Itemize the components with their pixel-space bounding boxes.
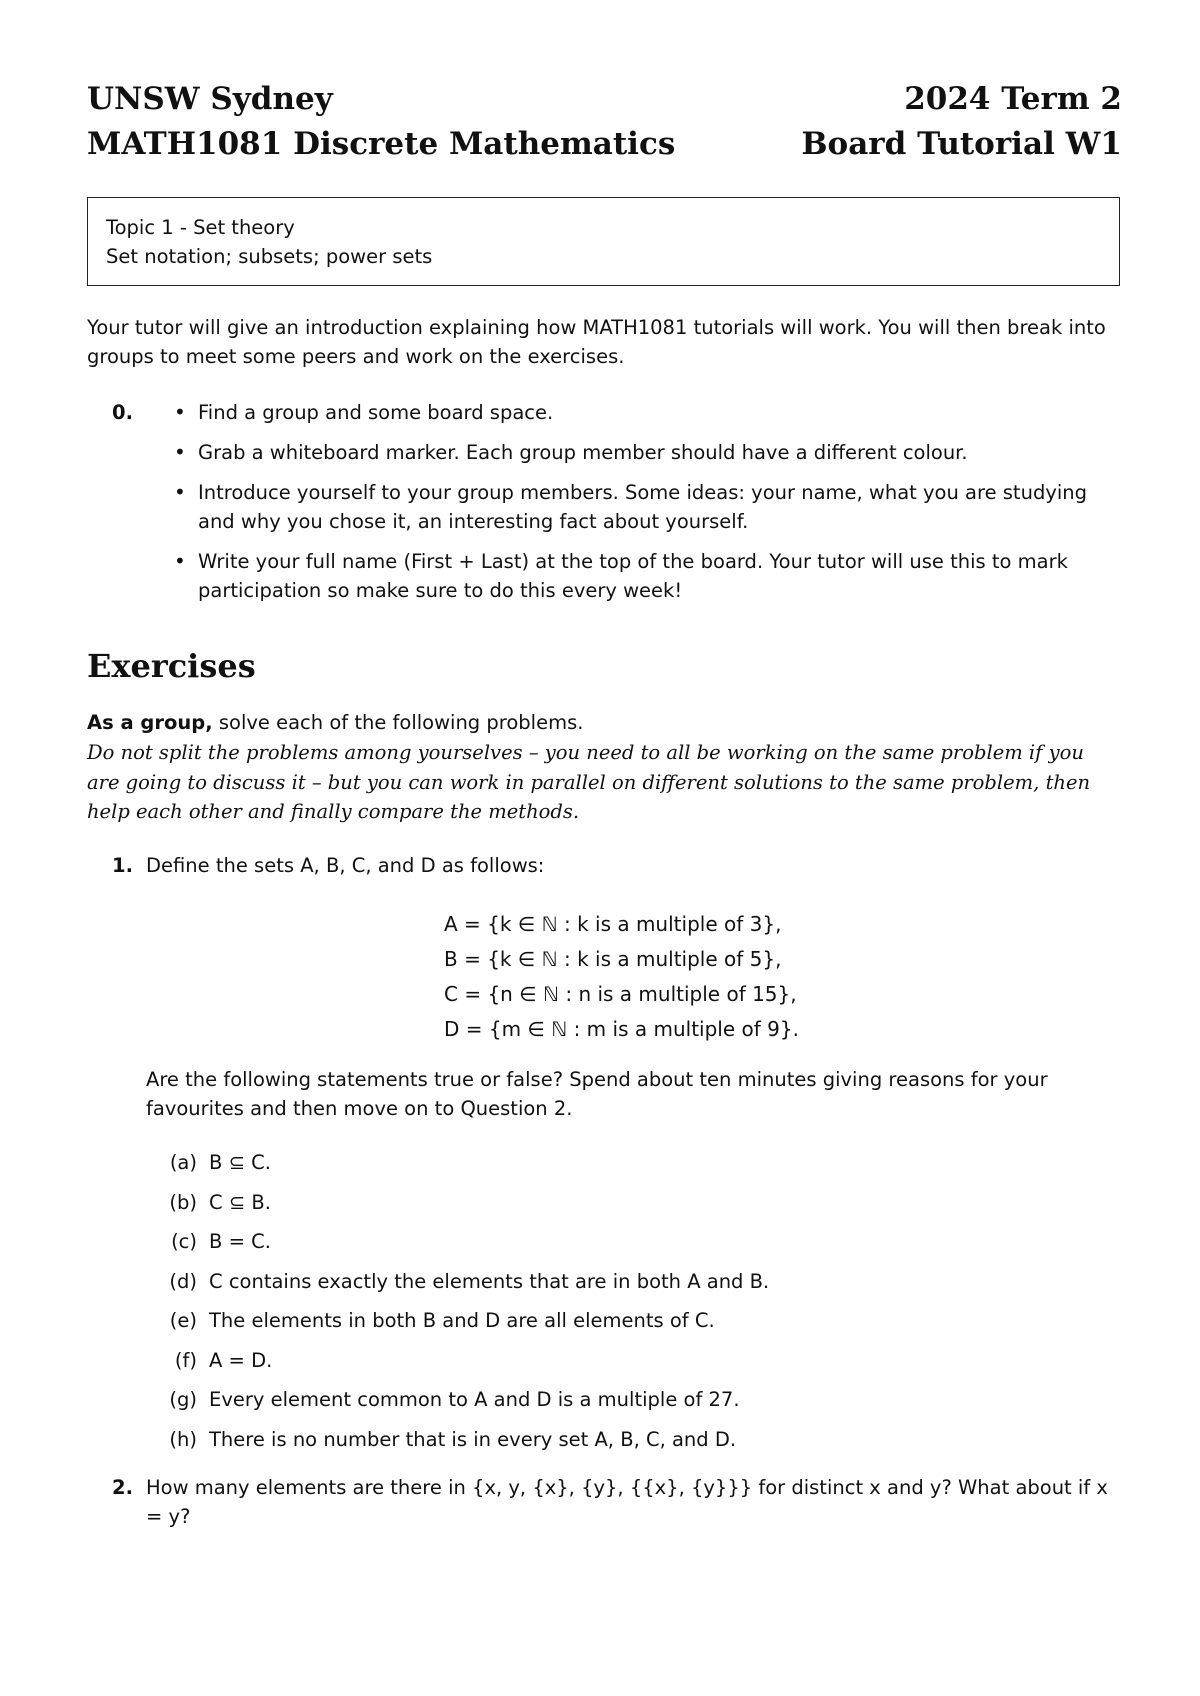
part-label: (g) (169, 1388, 197, 1411)
term-label: 2024 Term 2 (904, 81, 1122, 117)
part-label: (f) (174, 1348, 197, 1372)
set-definition: D = {m ∈ ℕ : m is a multiple of 9}. (444, 1017, 799, 1041)
part-label: (a) (169, 1151, 197, 1174)
set-definition: C = {n ∈ ℕ : n is a multiple of 15}, (444, 982, 797, 1006)
topic-title: Topic 1 - Set theory (106, 216, 295, 239)
bullet-item: • Find a group and some board space. (174, 398, 1122, 427)
part-item (157, 1346, 1117, 1386)
bullet-item: • Introduce yourself to your group members. Some ideas: your name, what you are studying and why you chose it, an interesting fact about yourself. (174, 478, 1122, 536)
part-text: B = C. (209, 1230, 271, 1253)
bullet-item: • Write your full name (First + Last) at the top of the board. Your tutor will use this to mark participation so make sure to do this every week! (174, 547, 1122, 605)
set-definition: B = {k ∈ ℕ : k is a multiple of 5}, (444, 947, 782, 971)
question-1-prompt: Are the following statements true or false? Spend about ten minutes giving reasons for your favourites and then move on to Question 2. (146, 1068, 1048, 1120)
part-text: B ⊆ C. (209, 1151, 271, 1174)
section-title: Exercises (87, 647, 256, 685)
italic-note: Do not split the problems among yourselves – you need to all be working on the same problem if you are going to discuss it – but you can work in parallel on different solutions to the same problem, then help each other and finally compare the methods. (87, 741, 1091, 823)
part-item (157, 1385, 1117, 1425)
university-name: UNSW Sydney (87, 81, 333, 117)
course-title: MATH1081 Discrete Mathematics (87, 126, 676, 162)
part-item (157, 1188, 1117, 1228)
part-item (157, 1425, 1117, 1465)
tutorial-label: Board Tutorial W1 (801, 126, 1122, 162)
question-0-number: 0. (112, 401, 133, 424)
question-1-parts (157, 1148, 1117, 1464)
question-0-bullets (174, 398, 1122, 616)
group-instruction (87, 708, 1122, 737)
part-item (157, 1148, 1117, 1188)
part-text: The elements in both B and D are all elements of C. (209, 1309, 715, 1332)
part-label: (e) (169, 1309, 197, 1332)
question-1-intro: Define the sets A, B, C, and D as follows: (146, 854, 545, 877)
question-1-number: 1. (112, 854, 133, 877)
bullet-item: • Grab a whiteboard marker. Each group member should have a different colour. (174, 438, 1122, 467)
part-item (157, 1267, 1117, 1307)
question-2-text: How many elements are there in {x, y, {x}, {y}, {{x}, {y}}} for distinct x and y? What about if x = y? (146, 1476, 1108, 1528)
part-text: C ⊆ B. (209, 1190, 271, 1214)
part-text: A = D. (209, 1348, 273, 1372)
part-text: C contains exactly the elements that are in both A and B. (209, 1269, 770, 1293)
part-label: (b) (169, 1190, 197, 1214)
question-2-number: 2. (112, 1476, 133, 1499)
part-item (157, 1227, 1117, 1267)
topic-box (87, 197, 1120, 286)
set-definitions (444, 907, 944, 1047)
document-page (87, 0, 1122, 1696)
part-label: (d) (169, 1269, 197, 1293)
topic-subtitle: Set notation; subsets; power sets (106, 245, 433, 268)
group-instruction-rest: solve each of the following problems. (212, 711, 584, 734)
intro-paragraph: Your tutor will give an introduction explaining how MATH1081 tutorials will work. You will then break into groups to meet some peers and work on the exercises. (87, 316, 1106, 368)
part-label: (c) (171, 1230, 197, 1253)
part-item (157, 1306, 1117, 1346)
part-text: Every element common to A and D is a multiple of 27. (209, 1388, 740, 1411)
part-text: There is no number that is in every set A, B, C, and D. (209, 1427, 737, 1451)
part-label: (h) (169, 1427, 197, 1451)
group-instruction-bold: As a group, (87, 711, 213, 734)
set-definition: A = {k ∈ ℕ : k is a multiple of 3}, (444, 912, 782, 936)
